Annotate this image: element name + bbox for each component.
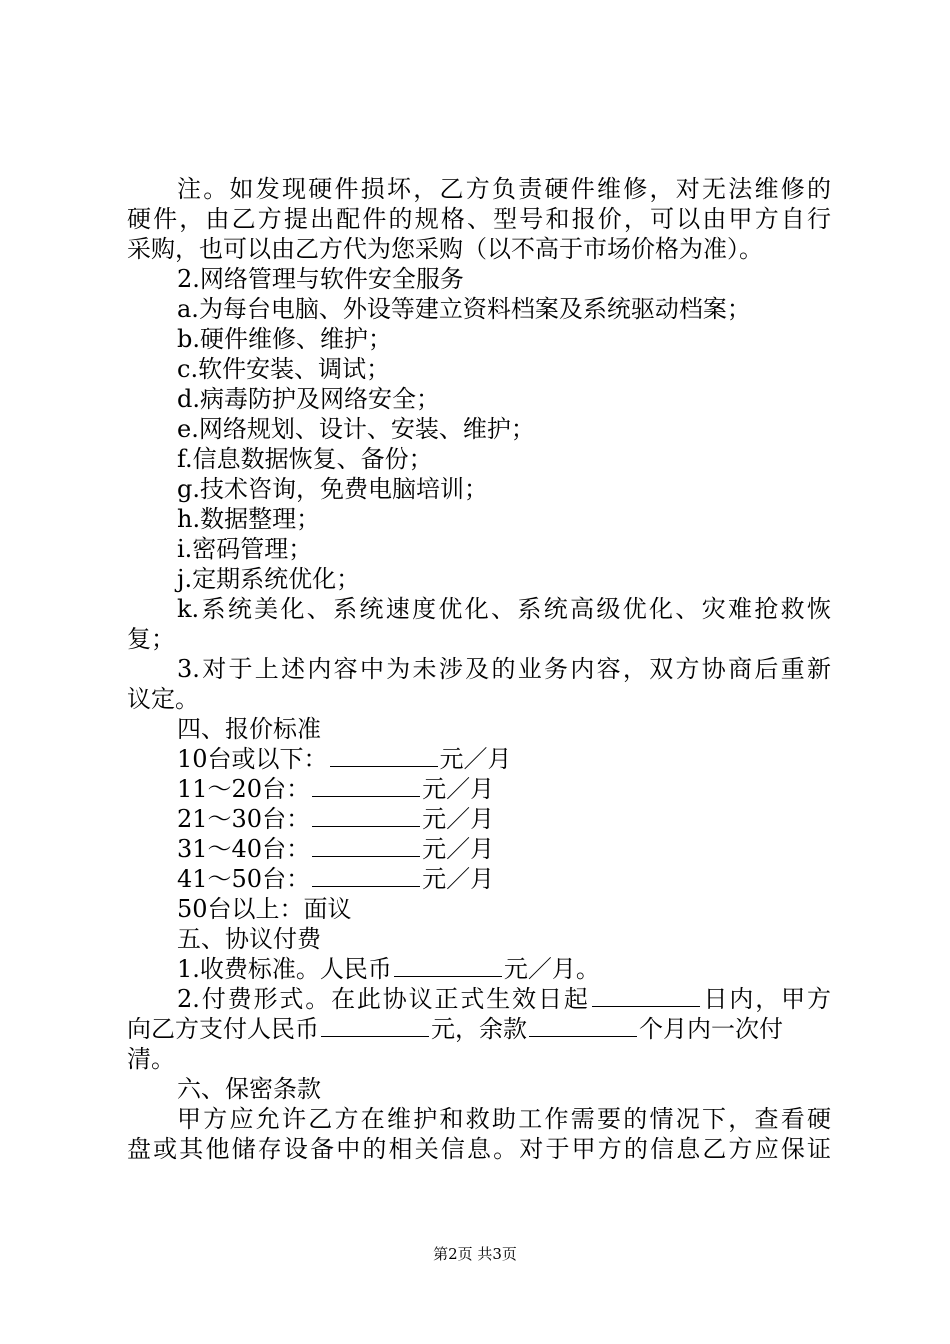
paragraph-line: b.硬件维修、维护； (177, 325, 392, 353)
payment-days-blank[interactable] (592, 984, 700, 1007)
paragraph-line: k.系统美化、系统速度优化、系统高级优化、灾难抢救恢 (177, 595, 831, 623)
payment-form-line-2 (127, 1014, 831, 1044)
paragraph-line: 采购，也可以由乙方代为您采购（以不高于市场价格为准）。 (127, 235, 763, 263)
pricing-unit: 元／月 (439, 745, 512, 773)
fee-standard-prefix: 1.收费标准。人民币 (177, 955, 392, 983)
paragraph-line: 3.对于上述内容中为未涉及的业务内容，双方协商后重新 (177, 655, 831, 683)
confidential-line-2: 盘或其他储存设备中的相关信息。对于甲方的信息乙方应保证 (127, 1135, 831, 1163)
fee-standard-blank[interactable] (394, 954, 502, 977)
pricing-blank[interactable] (312, 834, 420, 857)
pricing-table (127, 744, 831, 894)
pricing-label: 10台或以下： (177, 745, 328, 773)
payment-balance-label: 元，余款 (431, 1015, 527, 1043)
payment-form-prefix: 2.付费形式。在此协议正式生效日起 (177, 985, 590, 1013)
document-body (127, 174, 831, 1164)
pricing-unit: 元／月 (422, 865, 495, 893)
pricing-over-50: 50台以上：面议 (177, 895, 352, 923)
pricing-blank[interactable] (312, 774, 420, 797)
payment-amount-prefix: 向乙方支付人民币 (127, 1015, 319, 1043)
paragraph-line: e.网络规划、设计、安装、维护； (177, 415, 535, 443)
paragraph-line: c.软件安装、调试； (177, 355, 391, 383)
paragraph-line: 四、报价标准 (177, 715, 321, 743)
pricing-unit: 元／月 (422, 805, 495, 833)
paragraph-line: 2.网络管理与软件安全服务 (177, 265, 464, 293)
payment-amount-blank[interactable] (321, 1014, 429, 1037)
pricing-label: 31～40台： (177, 835, 311, 863)
pricing-row (127, 864, 831, 894)
pricing-row (127, 834, 831, 864)
pricing-label: 21～30台： (177, 805, 311, 833)
payment-months-suffix: 个月内一次付 (639, 1015, 783, 1043)
paragraph-line: g.技术咨询，免费电脑培训； (177, 475, 488, 503)
paragraph-line: 复； (127, 625, 175, 653)
paragraph-line: h.数据整理； (177, 505, 321, 533)
pricing-row (127, 744, 831, 774)
section-5-title: 五、协议付费 (177, 925, 321, 953)
pricing-blank[interactable] (312, 864, 420, 887)
payment-form-line-1 (127, 984, 831, 1014)
paragraph-line: 注。如发现硬件损坏，乙方负责硬件维修，对无法维修的 (177, 175, 831, 203)
payment-form-suffix: 日内，甲方 (701, 985, 831, 1013)
fee-standard-suffix: 元／月。 (503, 955, 600, 983)
paragraph-line: i.密码管理； (177, 535, 313, 563)
paragraph-line: d.病毒防护及网络安全； (177, 385, 440, 413)
paragraph-list (127, 174, 831, 744)
pricing-blank[interactable] (312, 804, 420, 827)
pricing-label: 11～20台： (177, 775, 311, 803)
pricing-blank[interactable] (330, 744, 438, 767)
paragraph-line: f.信息数据恢复、备份； (177, 445, 433, 473)
pricing-label: 41～50台： (177, 865, 311, 893)
payment-months-blank[interactable] (529, 1014, 637, 1037)
confidential-line-1: 甲方应允许乙方在维护和救助工作需要的情况下，查看硬 (177, 1105, 831, 1133)
pricing-unit: 元／月 (422, 775, 495, 803)
pricing-unit: 元／月 (422, 835, 495, 863)
paragraph-line: 议定。 (127, 685, 199, 713)
paragraph-line: 硬件，由乙方提出配件的规格、型号和报价，可以由甲方自行 (127, 205, 831, 233)
paragraph-line: j.定期系统优化； (177, 565, 361, 593)
payment-form-line-3: 清。 (127, 1045, 175, 1073)
pricing-row (127, 804, 831, 834)
pricing-row (127, 774, 831, 804)
fee-standard-line (127, 954, 831, 984)
section-6-title: 六、保密条款 (177, 1075, 321, 1103)
page-footer: 第2页 共3页 (433, 1245, 517, 1263)
paragraph-line: a.为每台电脑、外设等建立资料档案及系统驱动档案； (177, 295, 751, 323)
